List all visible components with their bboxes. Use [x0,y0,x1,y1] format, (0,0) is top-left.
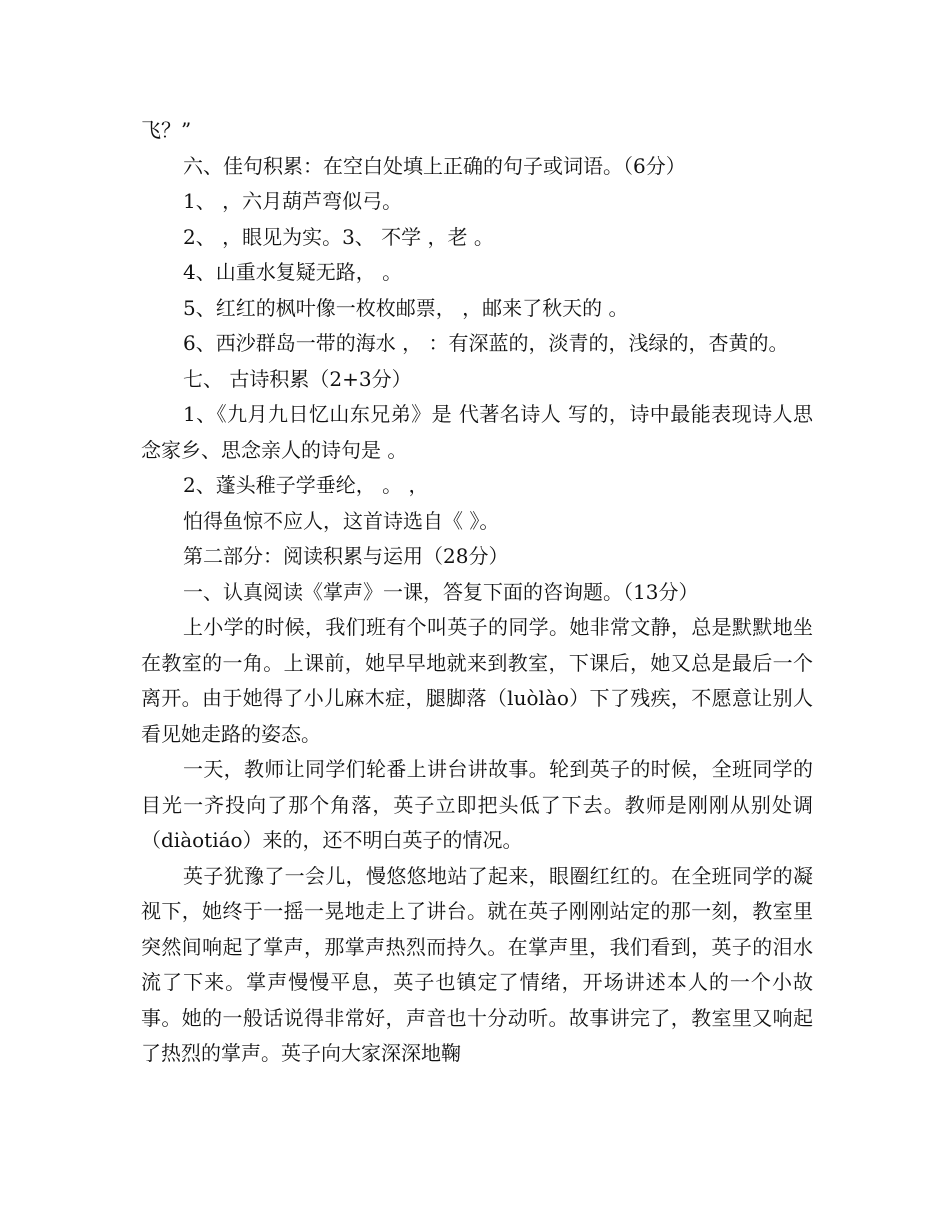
text-line: 2、蓬头稚子学垂纶， 。 ， [183,473,429,497]
text-line: 1、《九月九日忆山东兄弟》是 代著名诗人 写的，诗中最能表现诗人思念家乡、思念亲人的诗句是 。 [141,402,813,462]
text-line: 飞？” [141,118,192,142]
document-body [141,113,813,1072]
text-line: 怕得鱼惊不应人，这首诗选自《 》。 [183,508,500,533]
text-line: 一、认真阅读《掌声》一课，答复下面的咨询题。（13分） [183,579,699,604]
text-line: 6、西沙群岛一带的海水 ， ：有深蓝的，淡青的，浅绿的，杏黄的。 [183,331,789,355]
text-line: 上小学的时候，我们班有个叫英子的同学。她非常文静，总是默默地坐在教室的一角。上课前，她早早地就来到教室，下课后，她又总是最后一个离开。由于她得了小儿麻木症，腿脚落（luòlào）下了残疾，不愿意让别人看见她走路的姿态。 [141,615,813,746]
text-line: 英子犹豫了一会儿，慢悠悠地站了起来，眼圈红红的。在全班同学的凝视下，她终于一摇一晃地走上了讲台。就在英子刚刚站定的那一刻，教室里突然间响起了掌声，那掌声热烈而持久。在掌声里，我们看到，英子的泪水流了下来。掌声慢慢平息，英子也镇定了情绪，开场讲述本人的一个小故事。她的一般话说得非常好，声音也十分动听。故事讲完了，教室里又响起了热烈的掌声。英子向大家深深地鞠 [141,863,813,1065]
text-line: 第二部分：阅读积累与运用（28分） [183,544,509,568]
text-line: 2、 ，眼见为实。3、 不学 ，老 。 [183,224,494,249]
text-line: 1、 ，六月葫芦弯似弓。 [183,189,403,213]
text-line: 六、佳句积累：在空白处填上正确的句子或词语。（6分） [183,153,686,178]
text-line: 4、山重水复疑无路， 。 [183,260,403,284]
text-line: 一天，教师让同学们轮番上讲台讲故事。轮到英子的时候，全班同学的目光一齐投向了那个角落，英子立即把头低了下去。教师是刚刚从别处调（diàotiáo）来的，还不明白英子的情况。 [141,757,813,852]
text-line: 5、红红的枫叶像一枚枚邮票， ，邮来了秋天的 。 [183,295,629,320]
text-line: 七、 古诗积累（2+3分） [183,366,412,391]
